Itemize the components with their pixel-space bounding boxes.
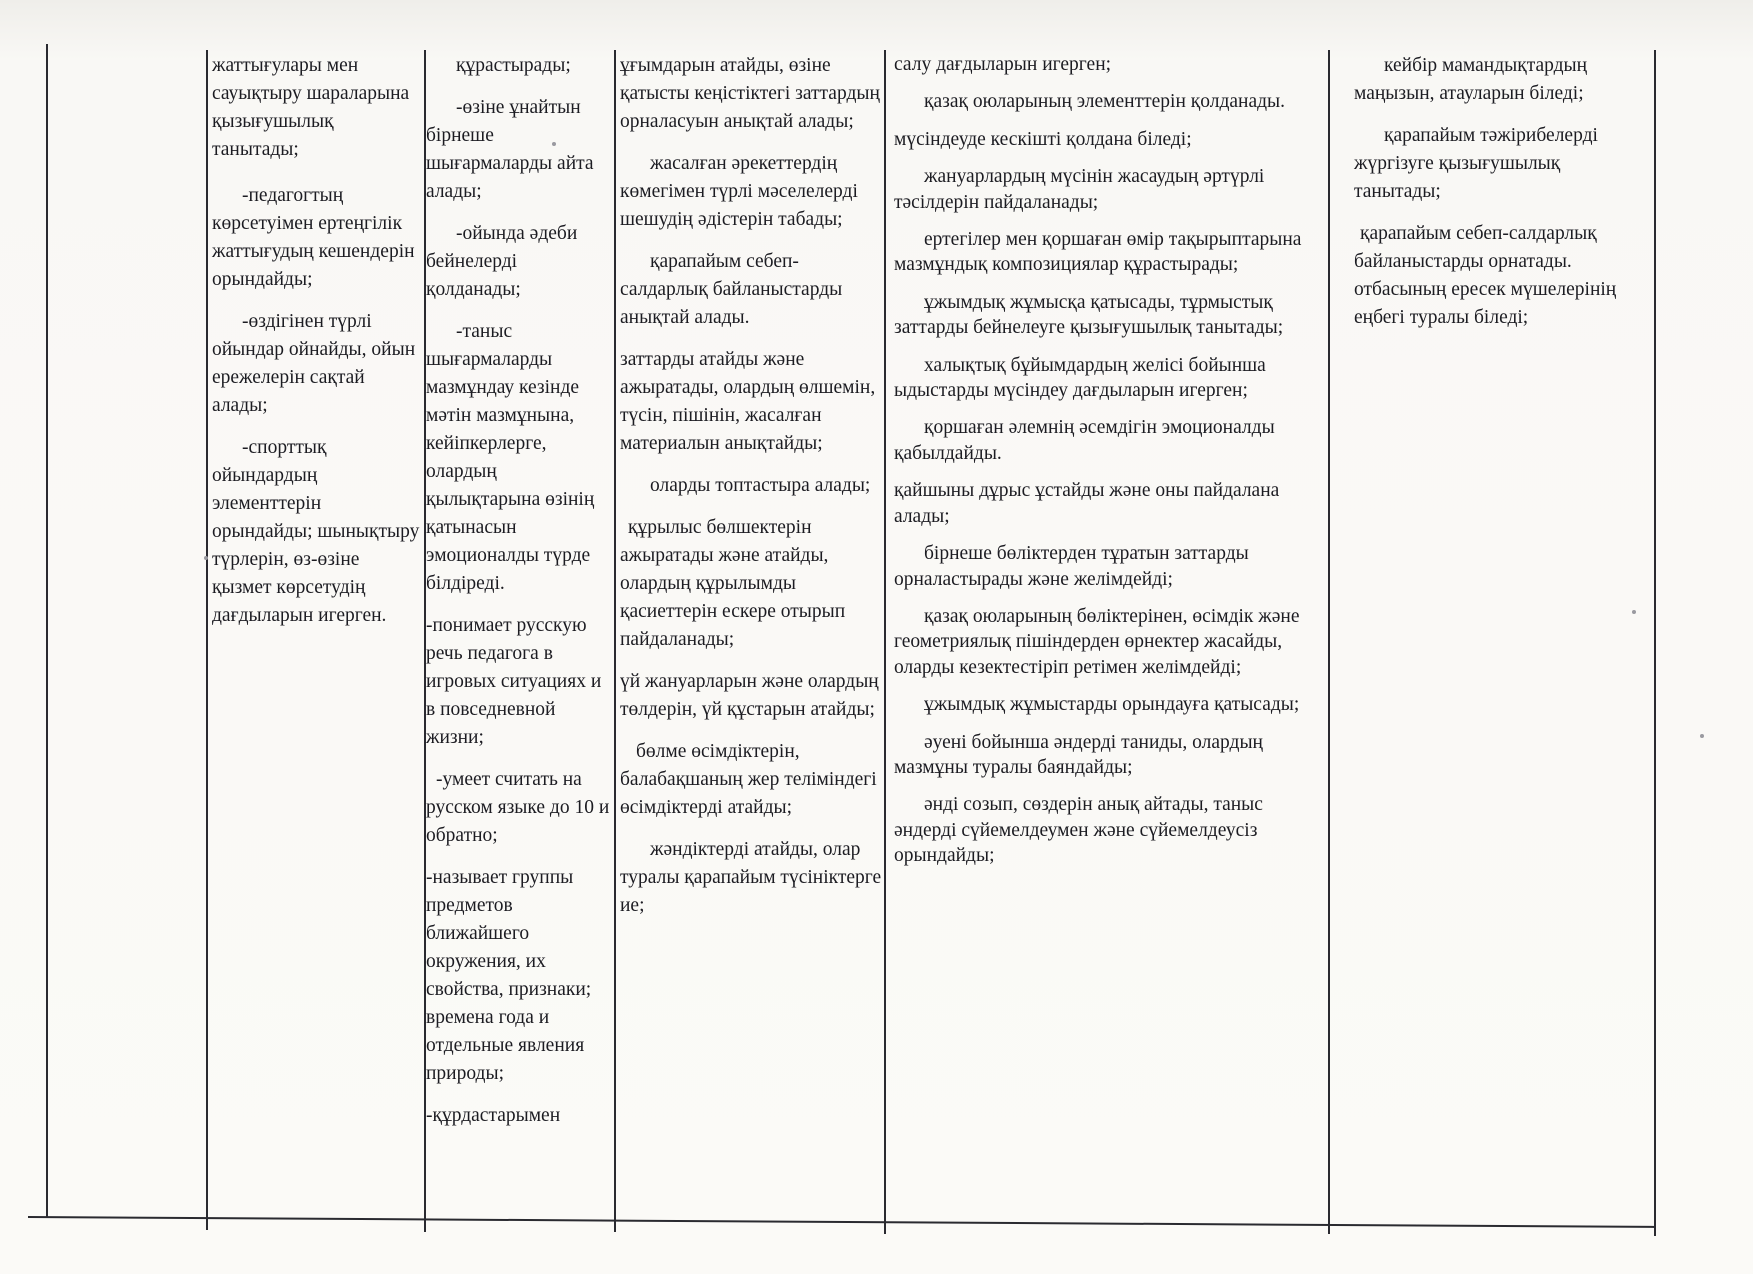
table-cell-text: -ойында әдеби бейнелерді қолданады;	[426, 223, 578, 300]
scan-speck	[204, 556, 208, 560]
table-cell-text: ұжымдық жұмыстарды орындауға қатысады;	[924, 694, 1300, 716]
table-cell-text: отбасының ересек мүшелерінің еңбегі туралы біледі;	[1354, 279, 1617, 328]
table-cell-text: қазақ оюларының бөліктерінен, өсімдік және геометриялық пішіндерден өрнектер жасайды, оларды кезектестіріп ретімен желімдейді;	[894, 605, 1300, 678]
table-cell-text: қарапайым себеп-салдарлық байланыстарды орнатады.	[1354, 223, 1597, 272]
table-cell-text: қазақ оюларының элементтерін қолданады.	[924, 91, 1286, 113]
table-cell-text: жасалған әрекеттердің көмегімен түрлі мәселелерді шешудің әдістерін табады;	[620, 153, 858, 230]
table-cell-text: қарапайым тәжірибелерді жүргізуге қызығушылық танытады;	[1354, 125, 1598, 202]
column-divider-4	[884, 50, 886, 1234]
table-cell-text: -педагогтың көрсетуімен ертеңгілік жаттығудың кешендерін орындайды;	[212, 185, 415, 290]
scan-speck	[1632, 610, 1636, 614]
column-divider-1	[206, 50, 208, 1230]
table-cell-text: ұғымдарын атайды, өзіне қатысты кеңістіктегі заттардың орналасуын анықтай алады;	[620, 55, 880, 132]
table-border-bottom	[28, 1216, 1656, 1228]
table-cell-text: оларды топтастыра алады;	[650, 475, 871, 496]
table-cell-text: жаттығулары мен сауықтыру шараларына қызығушылық танытады;	[212, 55, 410, 160]
column-divider-5	[1328, 50, 1330, 1234]
table-cell-text: халықтық бұйымдардың желісі бойынша ыдыстарды мүсіндеу дағдыларын игерген;	[894, 354, 1266, 402]
table-cell-text: -называет группы предметов ближайшего окружения, их свойства, признаки; времена года и отдельные явления природы;	[426, 867, 592, 1084]
table-cell-text: заттарды атайды және ажыратады, олардың өлшемін, түсін, пішінін, жасалған материалын анықтайды;	[620, 349, 876, 454]
table-cell-text: құрылыс бөлшектерін ажыратады және атайды, олардың құрылымды қасиеттерін ескере отырып пайдаланады;	[620, 517, 846, 650]
table-cell-text: қарапайым себеп-салдарлық байланыстарды анықтай алады.	[620, 251, 843, 328]
table-cell-text: қоршаған әлемнің әсемдігін эмоционалды қабылдайды.	[894, 417, 1275, 464]
table-border-left	[46, 44, 48, 1218]
scan-speck	[552, 142, 556, 146]
table-cell-text: құрастырады;	[456, 55, 571, 76]
table-cell-text: ертегілер мен қоршаған өмір тақырыптарына мазмұндық композициялар құрастырады;	[894, 229, 1302, 276]
table-cell-text: ұжымдық жұмысқа қатысады, тұрмыстық заттарды бейнелеуге қызығушылық танытады;	[894, 291, 1284, 339]
table-cell-text: -өзіне ұнайтын бірнеше шығармаларды айта алады;	[426, 97, 594, 202]
table-border-right	[1654, 50, 1656, 1236]
table-cell-text: -умеет считать на русском языке до 10 и обратно;	[426, 769, 610, 846]
column-communication	[426, 52, 612, 1144]
table-cell-text: кейбір мамандықтардың маңызын, атауларын біледі;	[1354, 55, 1588, 104]
table-cell-text: -понимает русскую речь педагога в игровых ситуациях и в повседневной жизни;	[426, 615, 602, 748]
table-cell-text: -спорттық ойындардың элементтерін орындайды; шынықтыру түрлерін, өз-өзіне қызмет көрсетудің дағдыларын игерген.	[212, 437, 420, 626]
column-creativity	[894, 52, 1326, 869]
table-cell-text: әуені бойынша әндерді таниды, олардың мазмұны туралы баяндайды;	[894, 731, 1263, 778]
scan-speck	[1700, 734, 1704, 738]
table-cell-text: бөлме өсімдіктерін, балабақшаның жер теліміндегі өсімдіктерді атайды;	[620, 741, 877, 818]
table-cell-text: -өздігінен түрлі ойындар ойнайды, ойын ережелерін сақтай алады;	[212, 311, 416, 416]
table-cell-text: жәндіктерді атайды, олар туралы қарапайым түсініктерге ие;	[620, 839, 882, 916]
table-cell-text: үй жануарларын және олардың төлдерін, үй құстарын атайды;	[620, 671, 879, 720]
table-cell-text: -құрдастарымен	[426, 1105, 561, 1126]
table-cell-text: жануарлардың мүсінін жасаудың әртүрлі тәсілдерін пайдаланады;	[894, 166, 1265, 213]
table-cell-text: салу дағдыларын игерген;	[894, 54, 1112, 75]
column-physical	[212, 52, 420, 644]
table-cell-text: мүсіндеуде кескішті қолдана біледі;	[894, 128, 1192, 150]
table-cell-text: -таныс шығармаларды мазмұндау кезінде мәтін мазмұнына, кейіпкерлерге, олардың қылықтарына өзінің қатынасын эмоционалды түрде білдіреді.	[426, 321, 595, 594]
column-social	[1354, 52, 1650, 346]
column-cognition	[620, 52, 882, 934]
table-cell-text: қайшыны дұрыс ұстайды және оны пайдалана алады;	[894, 480, 1280, 527]
table-cell-text: әнді созып, сөздерін анық айтады, таныс әндерді сүйемелдеумен және сүйемелдеусіз орындайды;	[894, 794, 1263, 867]
table-cell-text: бірнеше бөліктерден тұратын заттарды орналастырады және желімдейді;	[894, 543, 1249, 590]
column-divider-3	[614, 50, 616, 1232]
